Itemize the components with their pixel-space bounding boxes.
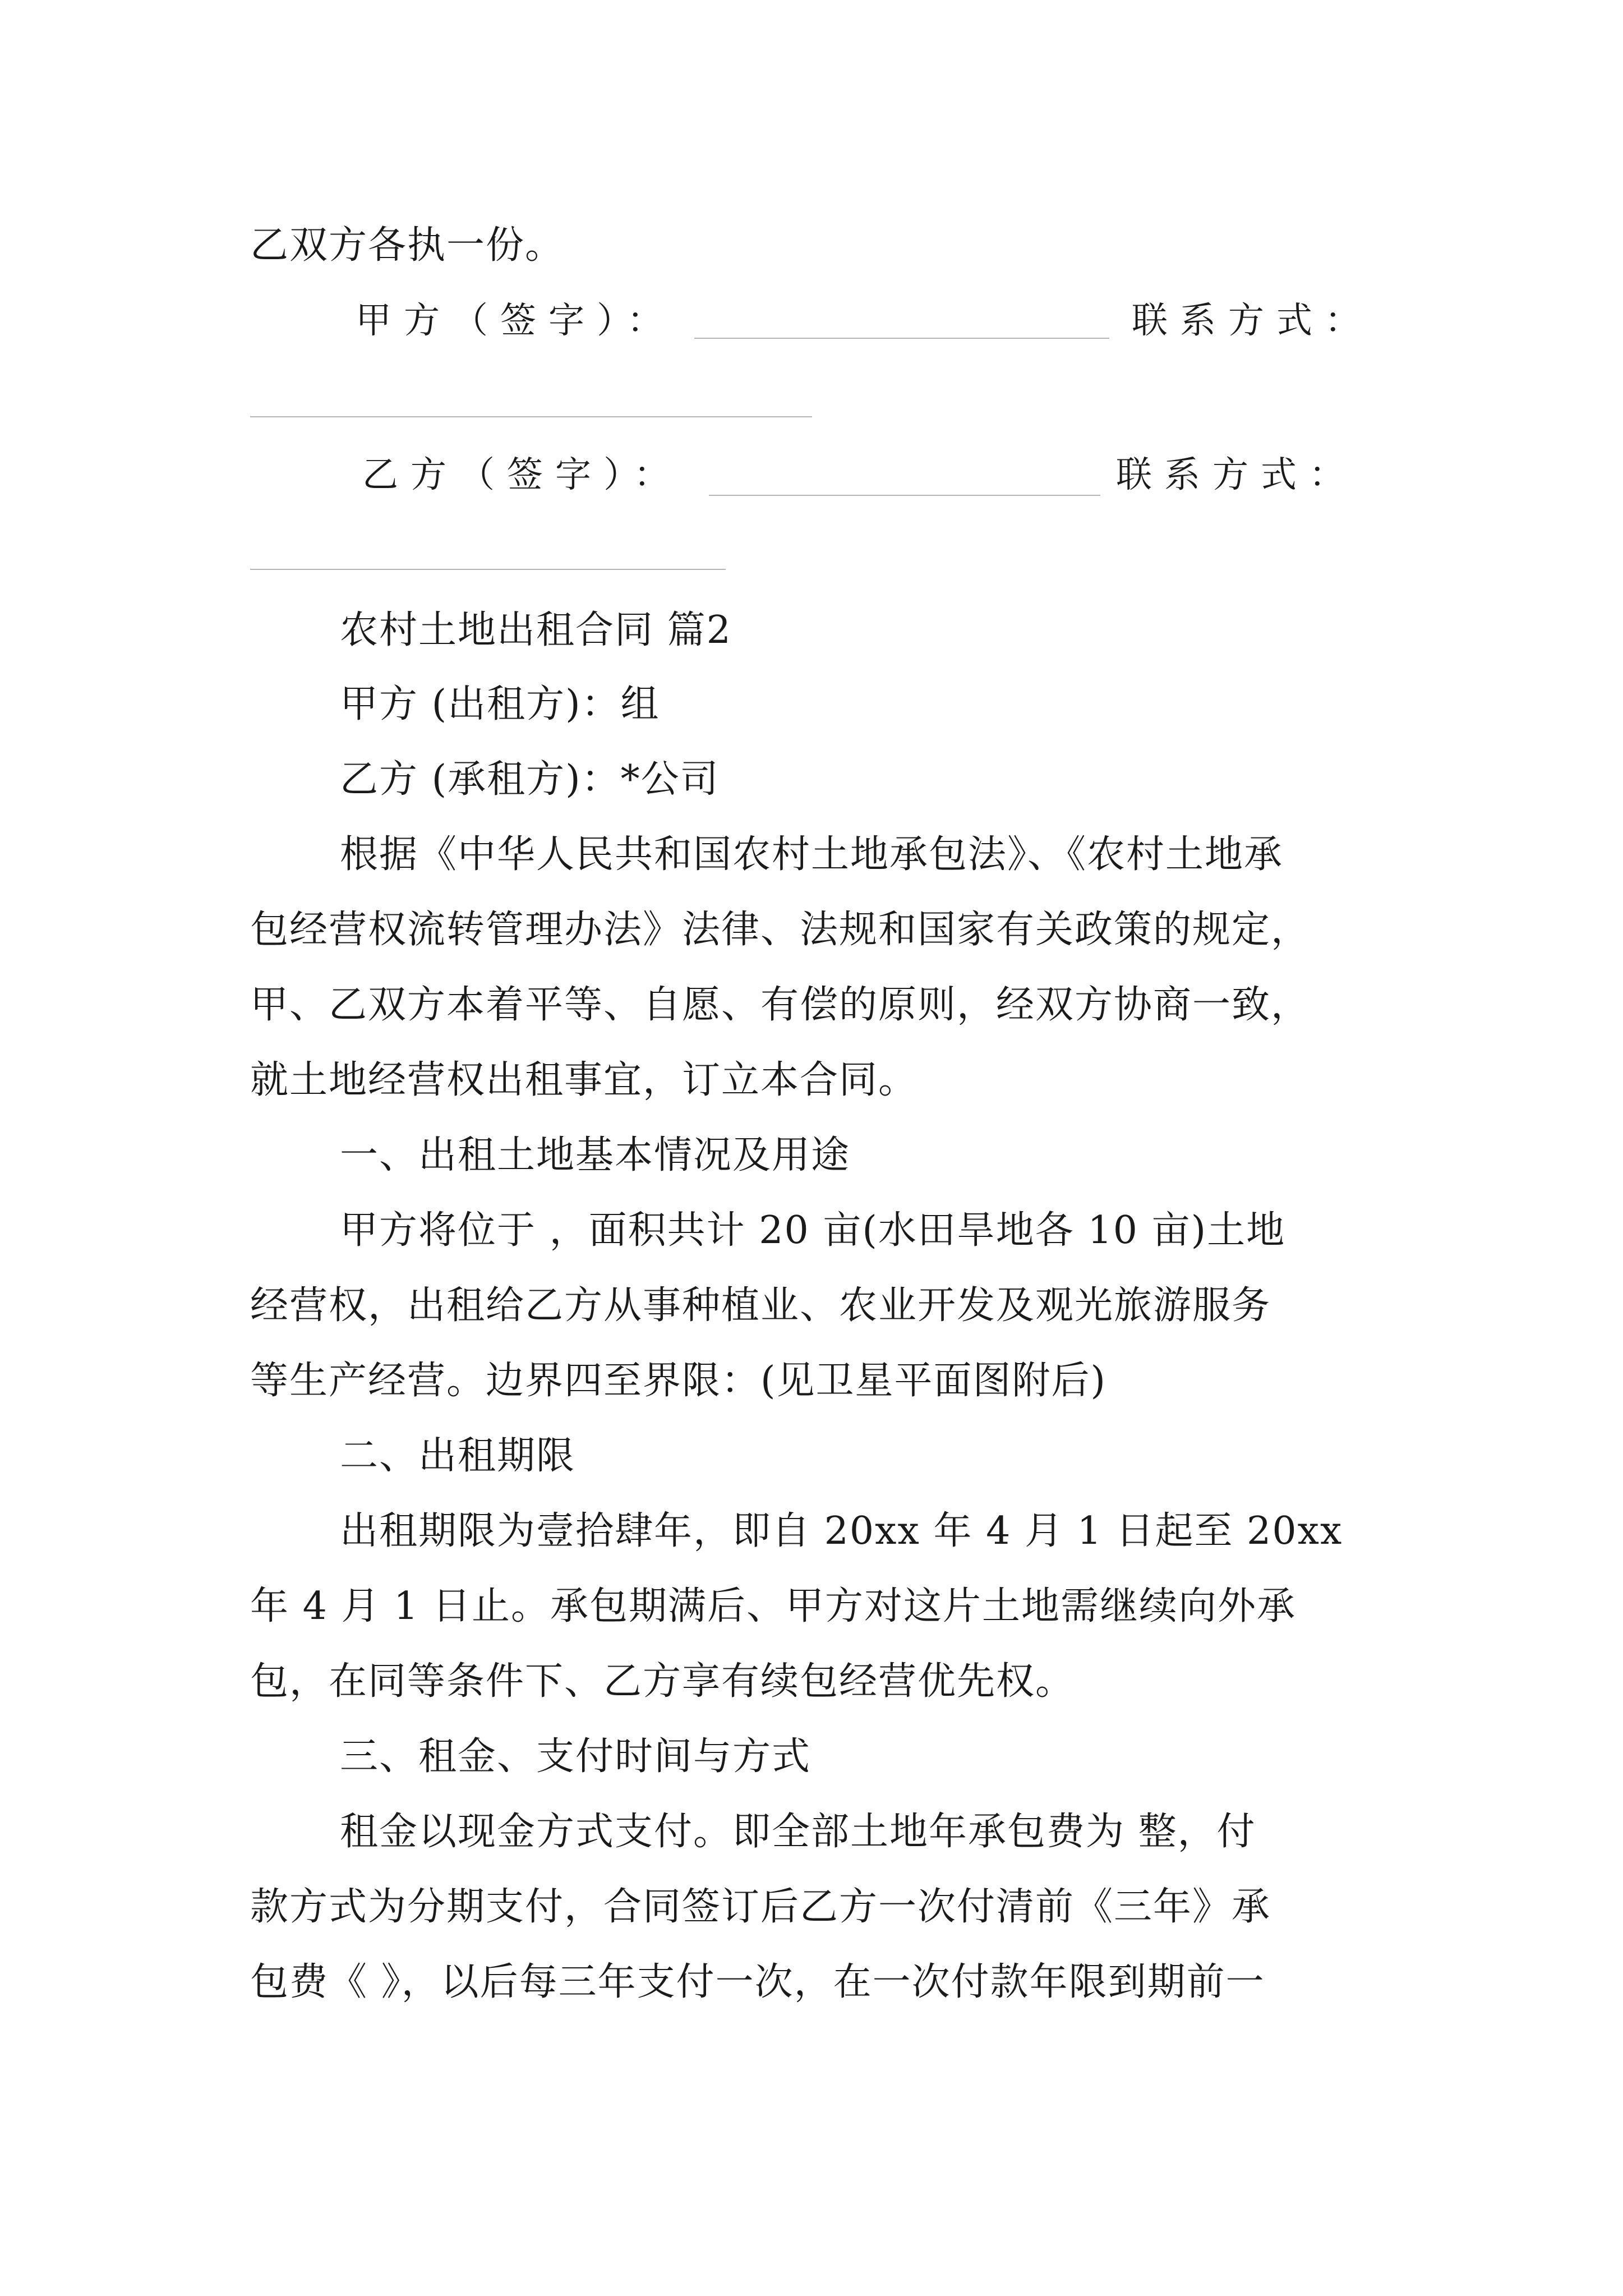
- paragraph-line: 甲方将位于 ，面积共计 20 亩(水田旱地各 10 亩)土地: [340, 1208, 1286, 1253]
- party-a-contact-label: 联系方式：: [1132, 300, 1373, 342]
- section-title: 农村土地出租合同 篇2: [340, 608, 732, 652]
- party-b-contact-label: 联系方式：: [1116, 454, 1357, 496]
- party-b-signature-blank: [709, 495, 1100, 496]
- paragraph-line: 根据《中华人民共和国农村土地承包法》、《农村土地承: [340, 832, 1284, 877]
- paragraph-line: 出租期限为壹拾肆年，即自 20xx 年 4 月 1 日起至 20xx: [340, 1509, 1343, 1553]
- party-a-line: 甲方 (出租方)：组: [340, 682, 660, 726]
- paragraph-line: 包费《 》，以后每三年支付一次，在一次付款年限到期前一: [250, 1960, 1265, 2004]
- paragraph-line: 就土地经营权出租事宜，订立本合同。: [250, 1058, 918, 1102]
- paragraph-line: 等生产经营。边界四至界限：(见卫星平面图附后): [250, 1359, 1107, 1403]
- clause-heading: 三、租金、支付时间与方式: [340, 1734, 811, 1779]
- party-a-signature-blank: [694, 338, 1109, 339]
- paragraph-line: 包，在同等条件下、乙方享有续包经营优先权。: [250, 1659, 1075, 1704]
- party-b-line: 乙方 (承租方)：*公司: [340, 757, 720, 802]
- paragraph-line: 包经营权流转管理办法》法律、法规和国家有关政策的规定，: [250, 908, 1311, 952]
- paragraph-line: 甲、乙双方本着平等、自愿、有偿的原则，经双方协商一致，: [250, 983, 1311, 1027]
- party-a-contact-blank: [250, 416, 812, 417]
- party-a-signature-label: 甲方（签字）：: [356, 300, 675, 342]
- clause-heading: 二、出租期限: [340, 1434, 576, 1478]
- paragraph-line: 经营权，出租给乙方从事种植业、农业开发及观光旅游服务: [250, 1283, 1271, 1328]
- party-b-contact-blank: [250, 569, 726, 570]
- text-line: 乙双方各执一份。: [250, 223, 565, 268]
- paragraph-line: 租金以现金方式支付。即全部土地年承包费为 整，付: [340, 1810, 1256, 1854]
- paragraph-line: 年 4 月 1 日止。承包期满后、甲方对这片土地需继续向外承: [250, 1584, 1296, 1628]
- party-b-signature-label: 乙方（签字）：: [362, 454, 682, 496]
- clause-heading: 一、出租土地基本情况及用途: [340, 1133, 851, 1177]
- paragraph-line: 款方式为分期支付，合同签订后乙方一次付清前《三年》承: [250, 1885, 1271, 1929]
